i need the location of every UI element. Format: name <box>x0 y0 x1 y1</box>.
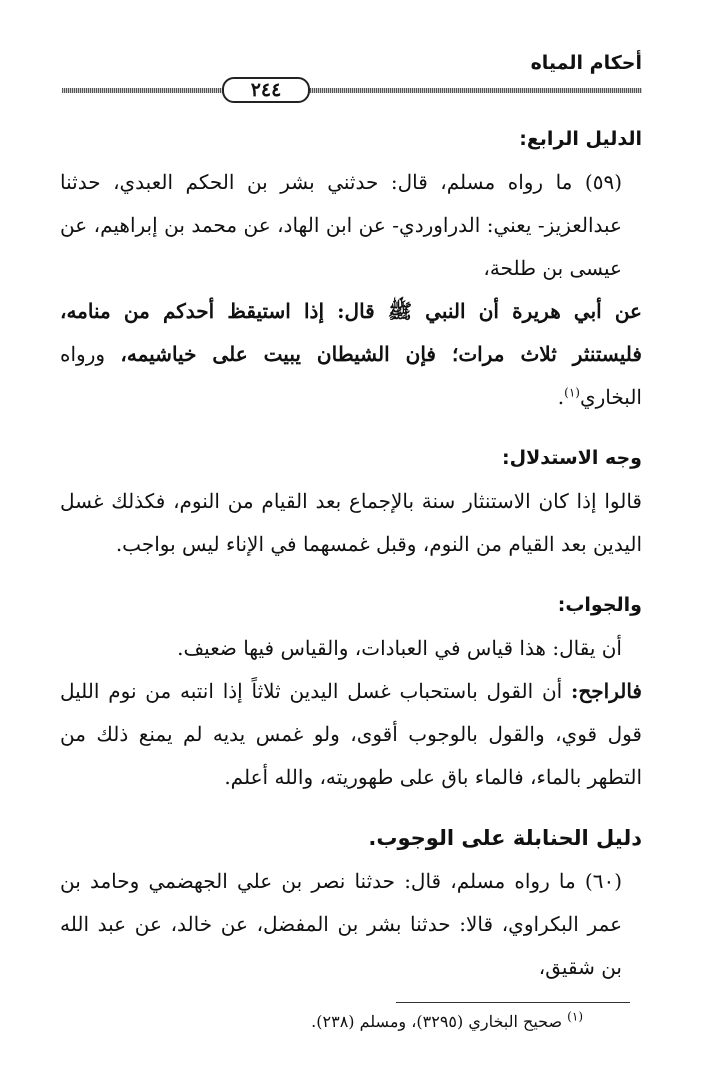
footnote-rule <box>396 1002 630 1003</box>
hadith-59-matn: عن أبي هريرة أن النبي ﷺ قال: إذا استيقظ أحدكم من منامه، فليستنثر ثلاث مرات؛ فإن الشيطان يبيت على خياشيمه، <box>60 299 642 366</box>
hadith-59-chain: (٥٩) ما رواه مسلم، قال: حدثني بشر بن الحكم العبدي، حدثنا عبدالعزيز- يعني: الدراوردي- عن ابن الهاد، عن محمد بن إبراهيم، عن عيسى بن طلحة، <box>60 170 622 280</box>
rajih-paragraph <box>60 670 642 799</box>
footnote <box>311 1010 583 1034</box>
heading-wajh: وجه الاستدلال: <box>502 447 642 469</box>
page-body <box>60 118 642 989</box>
wajh-text: قالوا إذا كان الاستنثار سنة بالإجماع بعد القيام من النوم، فكذلك غسل اليدين بعد القيام من النوم، وقبل غمسهما في الإناء ليس بواجب. <box>60 489 642 556</box>
footnote-marker: (١) <box>567 1009 583 1024</box>
hadith-60: (٦٠) ما رواه مسلم، قال: حدثنا نصر بن علي الجهضمي وحامد بن عمر البكراوي، قالا: حدثنا بشر بن المفضل، عن خالد، عن عبد الله بن شقيق، <box>60 869 622 979</box>
jawab-text: أن يقال: هذا قياس في العبادات، والقياس فيها ضعيف. <box>177 636 622 660</box>
book-title: أحكام المياه <box>530 52 642 74</box>
spacer <box>60 419 642 437</box>
rajih-label: فالراجح: <box>571 679 642 703</box>
rajih-text: أن القول باستحباب غسل اليدين ثلاثاً إذا انتبه من نوم الليل قول قوي، والقول بالوجوب أقوى، ولو غمس يديه لم يمنع ذلك من التطهر بالماء، فالماء باق على طهوريته، والله أعلم. <box>60 679 642 789</box>
spacer <box>60 566 642 584</box>
spacer <box>60 799 642 817</box>
heading-fourth-evidence: الدليل الرابع: <box>519 128 642 150</box>
hadith-59-text <box>60 290 642 419</box>
footnote-ref[interactable]: (١) <box>564 385 580 400</box>
hadith-59-tail: ورواه البخاري <box>60 342 642 409</box>
hadith-59-end: . <box>557 385 565 409</box>
footnote-text: صحيح البخاري (٣٢٩٥)، ومسلم (٢٣٨). <box>311 1012 568 1031</box>
page-header <box>62 46 642 101</box>
heading-jawab: والجواب: <box>557 594 642 616</box>
header-rule <box>62 88 642 93</box>
heading-hanabila: دليل الحنابلة على الوجوب. <box>368 826 642 850</box>
page-number: ٢٤٤ <box>222 77 310 103</box>
